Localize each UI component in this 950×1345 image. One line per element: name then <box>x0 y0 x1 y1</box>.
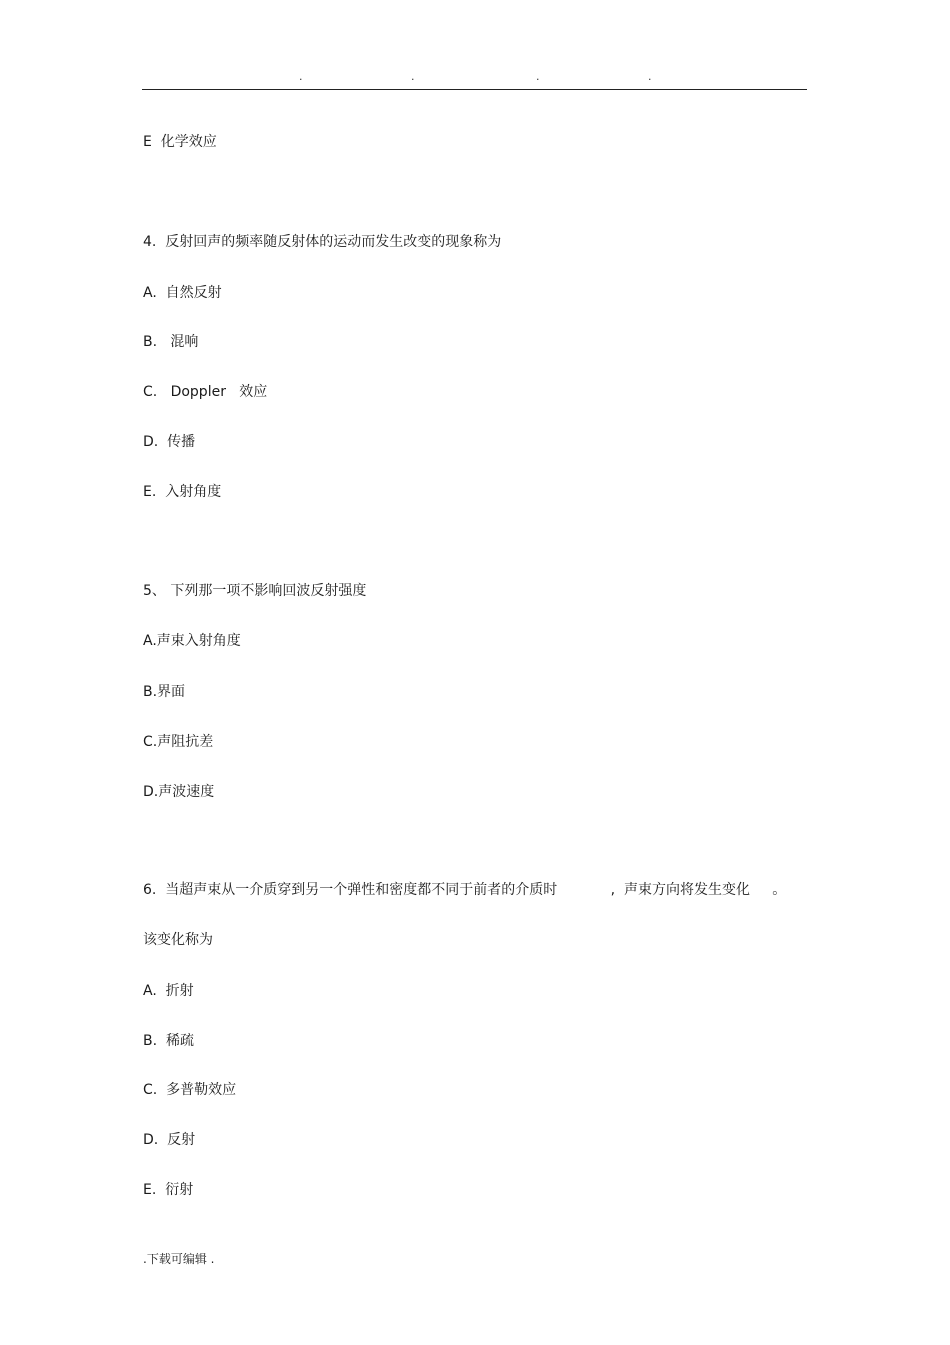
q4-option-c: C. Doppler 效应 <box>143 384 268 400</box>
q6-option-c: C. 多普勒效应 <box>143 1082 237 1098</box>
q4-option-a: A. 自然反射 <box>143 285 222 301</box>
option-e-chemical-effect: E 化学效应 <box>143 134 217 150</box>
q4-option-b: B. 混响 <box>143 334 199 350</box>
page-header-rule <box>142 70 807 90</box>
q4-option-d: D. 传播 <box>143 434 196 450</box>
q5-option-c: C.声阻抗差 <box>143 734 214 750</box>
q5-option-b: B.界面 <box>143 684 186 700</box>
q6-option-d: D. 反射 <box>143 1132 196 1148</box>
header-dot: . <box>299 70 303 83</box>
page-footer: .下载可编辑 . <box>143 1252 215 1266</box>
q6-option-b: B. 稀疏 <box>143 1033 194 1049</box>
header-dot: . <box>536 70 540 83</box>
q6-option-a: A. 折射 <box>143 983 194 999</box>
header-dot: . <box>411 70 415 83</box>
q4-option-e: E. 入射角度 <box>143 484 222 500</box>
q6-option-e: E. 衍射 <box>143 1182 194 1198</box>
question-6: 6. 当超声束从一介质穿到另一个弹性和密度都不同于前者的介质时 , 声束方向将发生变化 。 <box>143 882 787 898</box>
header-dot: . <box>648 70 652 83</box>
question-5: 5、 下列那一项不影响回波反射强度 <box>143 583 367 599</box>
q5-option-a: A.声束入射角度 <box>143 633 241 649</box>
q5-option-d: D.声波速度 <box>143 784 215 800</box>
question-6-continued: 该变化称为 <box>143 932 213 948</box>
question-4: 4. 反射回声的频率随反射体的运动而发生改变的现象称为 <box>143 234 502 250</box>
